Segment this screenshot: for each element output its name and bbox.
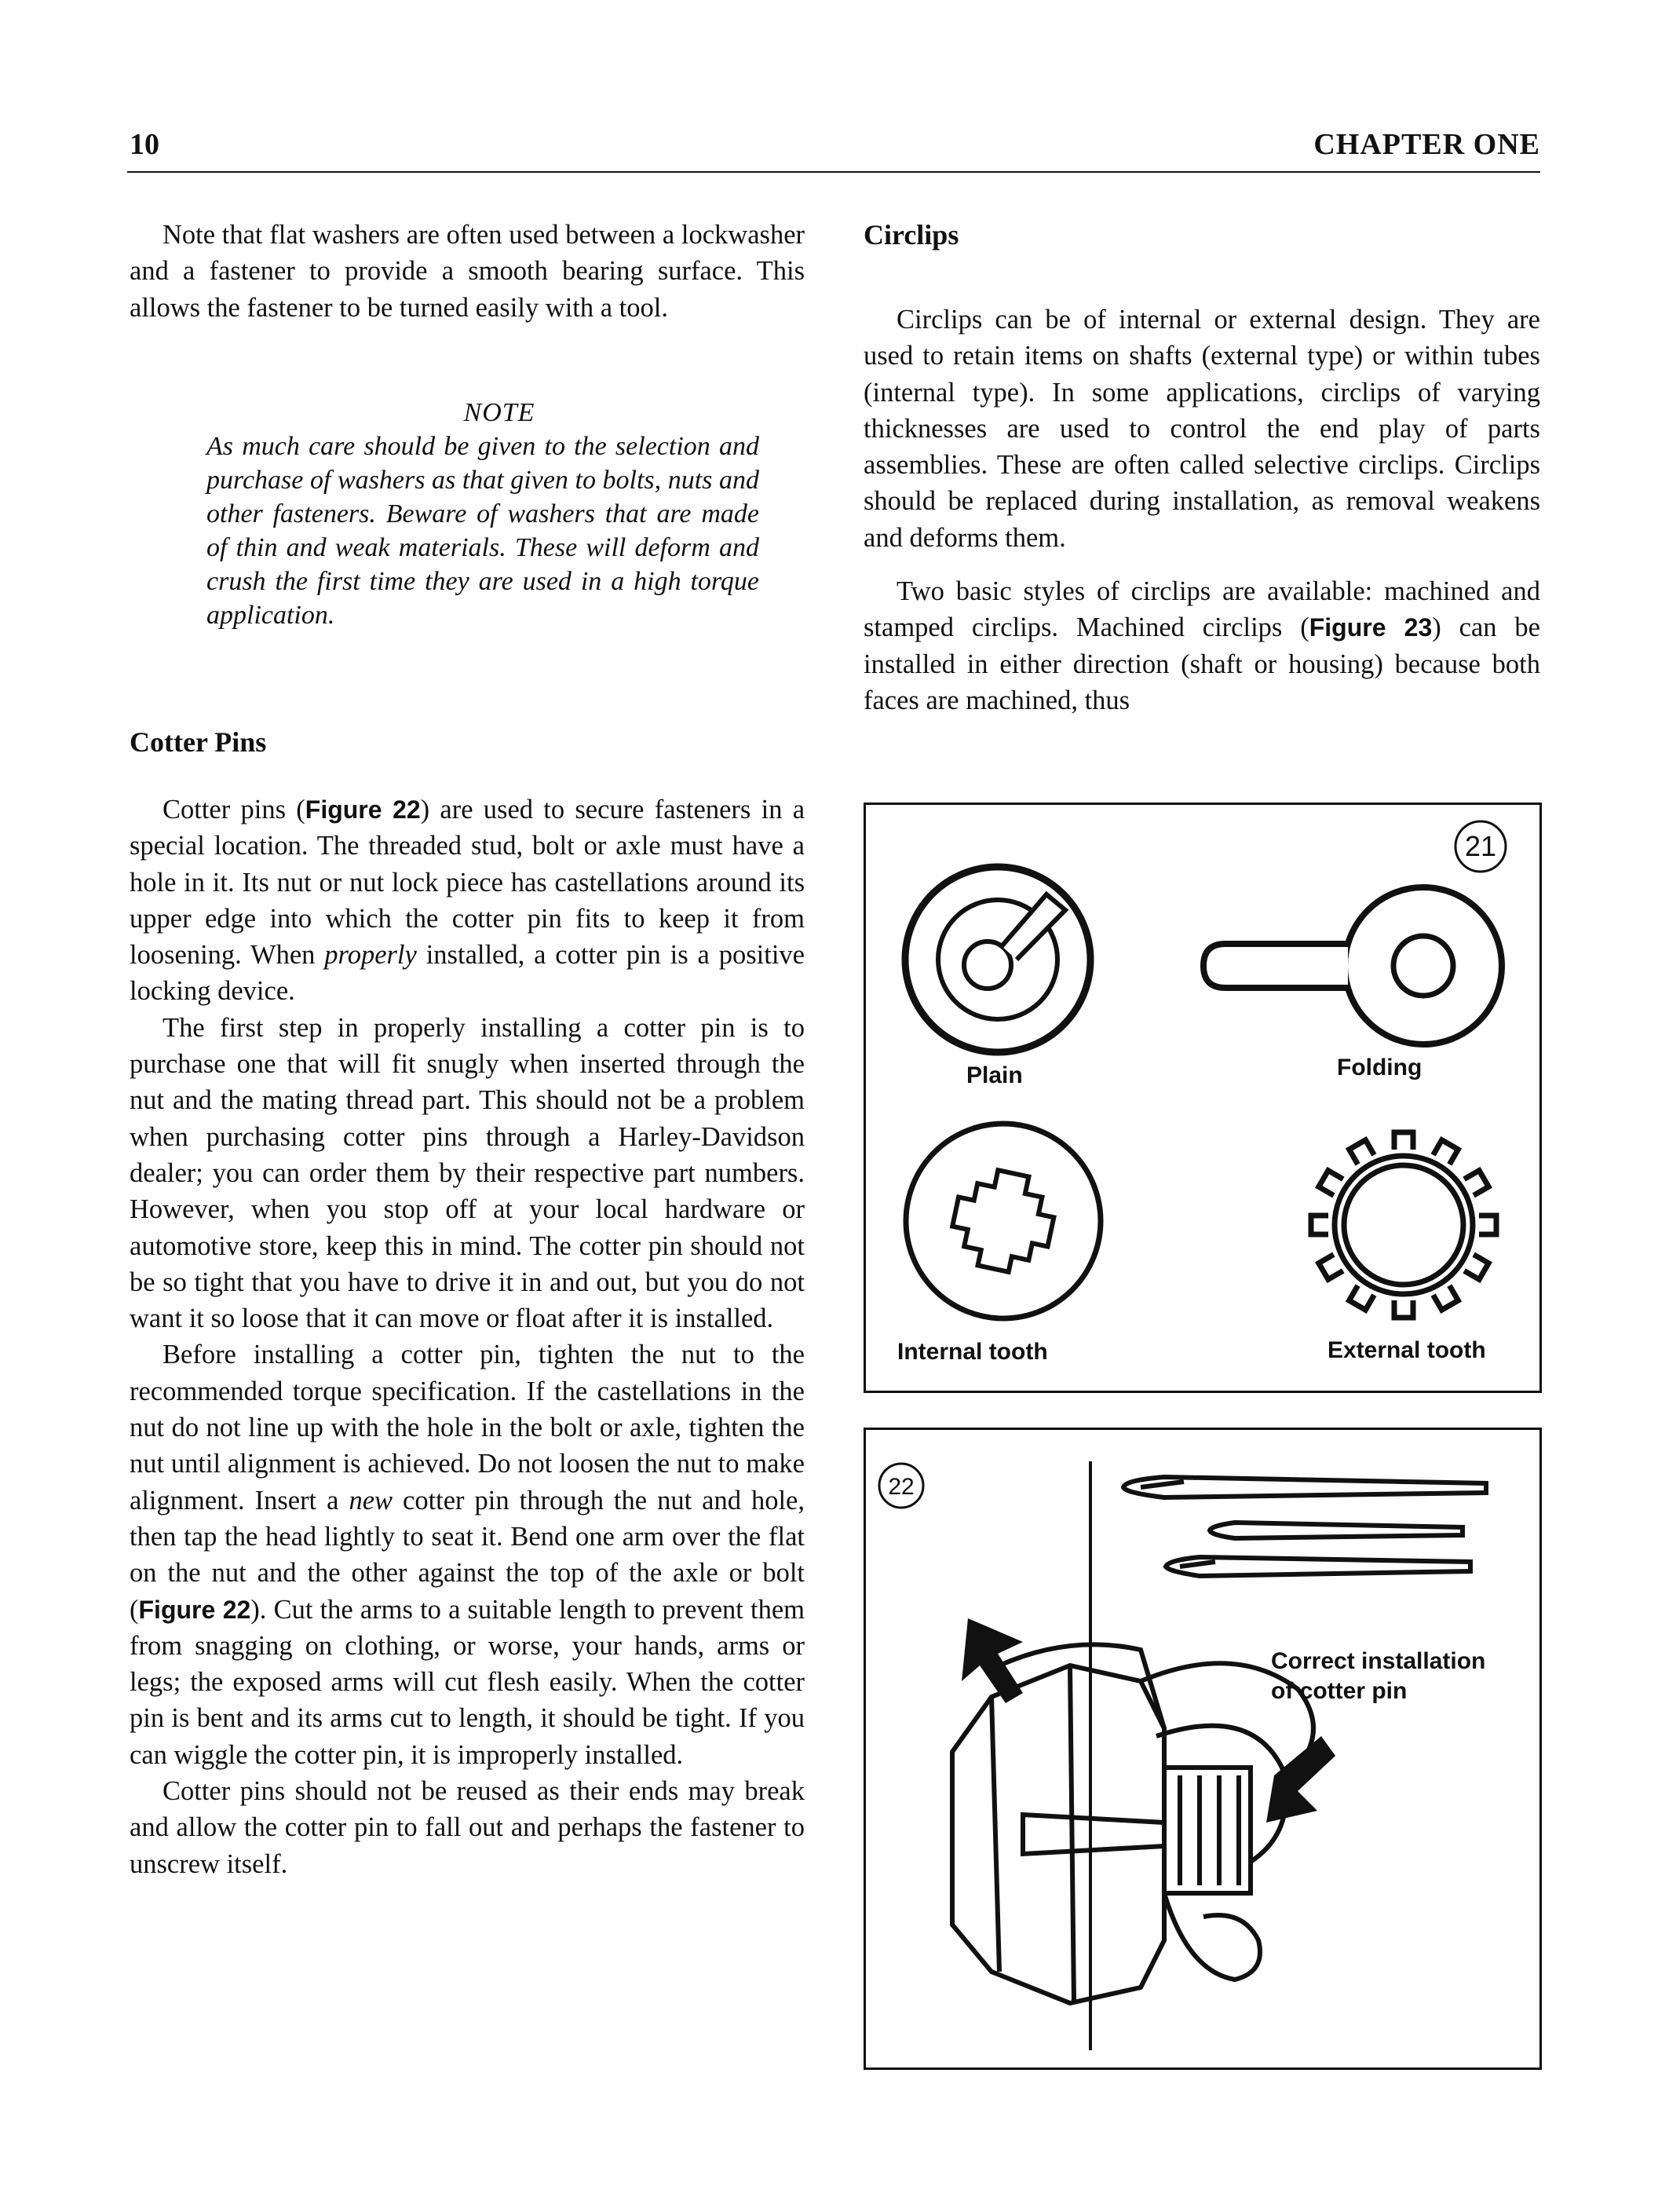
- cotter-pins-body: [130, 792, 805, 1882]
- note-block: [130, 396, 805, 632]
- svg-text:21: 21: [1464, 830, 1497, 862]
- cotter-paragraph-3: Before installing a cotter pin, tighten the nut to the recommended torque specification. If the castellations in the nut do not line up with the hole in the bolt or axle, tighten the nut until alignment is achieved. Do not loosen the nut to make alignment. Insert a new cotter pin through the nut and hole, then tap the head lightly to seat it. Bend one arm over the flat on the nut and the other against the top of the axle or bolt (Figure 22). Cut the arms to a suitable length to prevent them from snagging on clothing, or worse, your hands, arms or legs; the exposed arms will cut flesh easily. When the cotter pin is bent and its arms cut to length, it should be tight. If you can wiggle the cotter pin, it is improperly installed.: [130, 1340, 805, 1770]
- note-title: NOTE: [463, 398, 535, 427]
- cotter-paragraph-2: The first step in properly installing a cotter pin is to purchase one that will fit snugly when inserted through the nut and the mating thread part. This should not be a problem when purchasing cotter pins through a Harley-Davidson dealer; you can order them by their respective part numbers. However, when you stop off at your local hardware or automotive store, keep this in mind. The cotter pin should not be so tight that you have to drive it in and out, but you do not want it so loose that it can move or float after it is installed.: [130, 1012, 805, 1334]
- circlips-paragraph-1: Circlips can be of internal or external design. They are used to retain items on shafts (external type) or within tubes (internal type). In some applications, circlips of varying thicknesses are used to control the end play of parts assemblies. These are often called selective circlips. Circlips should be replaced during installation, as removal weakens and deforms them.: [864, 305, 1540, 553]
- external-tooth-washer-drawing: [1294, 1119, 1514, 1339]
- header-rule: [127, 171, 1540, 173]
- plain-washer-drawing: [897, 861, 1101, 1058]
- cotter-paragraph-1: Cotter pins (Figure 22) are used to secure fasteners in a special location. The threaded stud, bolt or axle must have a hole in it. Its nut or nut lock piece has castellations around its upper edge into which the cotter pin fits to keep it from loosening. When properly installed, a cotter pin is a positive locking device.: [130, 795, 805, 1007]
- figure-23-reference: Figure 23: [1309, 613, 1433, 642]
- circlips-section: [864, 217, 1540, 253]
- figure-22-reference: Figure 22: [138, 1595, 251, 1624]
- figure-22-reference: Figure 22: [305, 795, 421, 824]
- internal-tooth-washer-drawing: [897, 1119, 1109, 1331]
- chapter-title: CHAPTER ONE: [1313, 128, 1540, 161]
- caption-line-2: of cotter pin: [1271, 1678, 1408, 1704]
- plain-label: Plain: [966, 1062, 1023, 1088]
- circlips-body: [864, 302, 1540, 718]
- cotter-pins-section: [130, 724, 805, 760]
- external-tooth-label: External tooth: [1328, 1337, 1486, 1363]
- svg-text:22: 22: [888, 1474, 915, 1500]
- cotter-paragraph-4: Cotter pins should not be reused as their ends may break and allow the cotter pin to fall out and perhaps the fastener to unscrew itself.: [130, 1776, 805, 1879]
- figure-21-number-badge: [1453, 819, 1508, 874]
- cotter-pins-drawing: [1117, 1461, 1525, 1603]
- nut-with-cotter-pin-drawing: [905, 1611, 1345, 2050]
- circlips-paragraph-2: Two basic styles of circlips are available: machined and stamped circlips. Machined circlips (Figure 23) can be installed in either direction (shaft or housing) because both faces are machined, thus: [864, 576, 1540, 715]
- figure-22: [864, 1428, 1542, 2070]
- caption-line-1: Correct installation: [1271, 1648, 1486, 1674]
- folding-washer-drawing: [1188, 879, 1510, 1060]
- note-text: As much care should be given to the selection and purchase of washers as that given to bolts, nuts and other fasteners. Beware of washers that are made of thin and weak materials. These will deform and crush the first time they are used in a high torque application.: [206, 432, 759, 630]
- folding-label: Folding: [1337, 1055, 1422, 1080]
- page-number: 10: [130, 128, 159, 161]
- intro-paragraph-block: [130, 217, 805, 326]
- intro-paragraph: Note that flat washers are often used between a lockwasher and a fastener to provide a smooth bearing surface. This allows the fastener to be turned easily with a tool.: [130, 220, 805, 323]
- cotter-pins-heading: Cotter Pins: [130, 726, 267, 758]
- figure-21: [864, 803, 1542, 1393]
- circlips-heading: Circlips: [864, 219, 959, 250]
- internal-tooth-label: Internal tooth: [897, 1339, 1048, 1365]
